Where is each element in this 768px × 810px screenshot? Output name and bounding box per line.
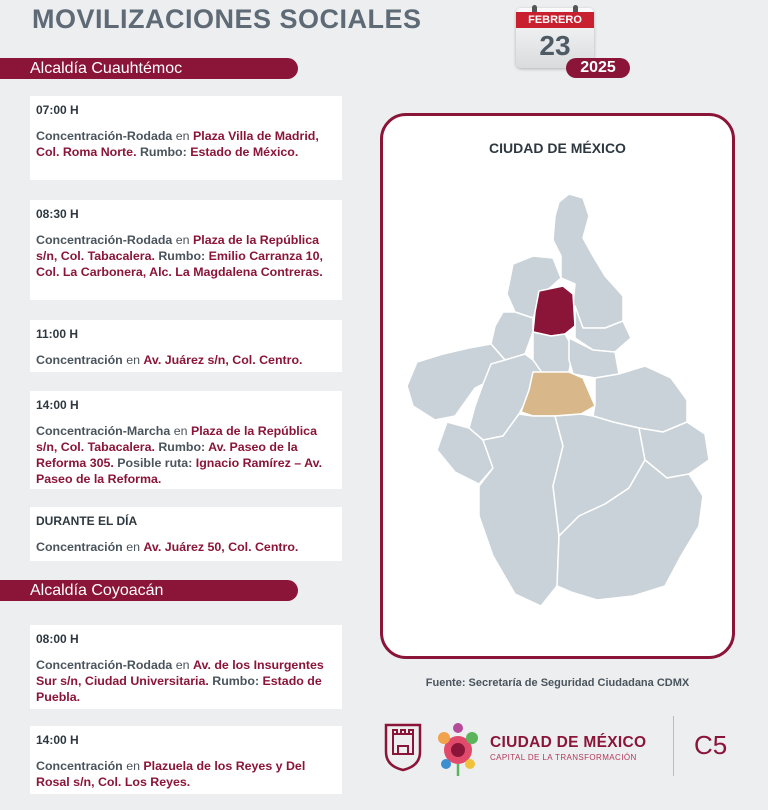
c5-logo: C5 — [694, 730, 728, 760]
event-route-label: Rumbo: — [154, 440, 209, 454]
event-location: Plazuela de los Reyes y Del Rosal s/n, Col. Los Reyes. — [36, 759, 306, 789]
event-location: Av. Juárez 50, Col. Centro. — [143, 540, 299, 554]
event-connector: en — [172, 658, 193, 672]
event-connector: en — [122, 540, 144, 554]
event-time: 08:30 H — [36, 207, 79, 221]
section-header-coyoacan: Alcaldía Coyoacán — [0, 580, 298, 601]
event-time: 11:00 H — [36, 327, 79, 341]
event-card — [30, 625, 342, 709]
event-time: 14:00 H — [36, 733, 79, 747]
cdmx-shield-icon — [383, 722, 423, 772]
event-connector: en — [170, 424, 191, 438]
event-connector: en — [122, 759, 144, 773]
event-location: Av. de los Insurgentes Sur s/n, Ciudad Universitaria. — [36, 658, 324, 688]
event-time: 07:00 H — [36, 103, 79, 117]
event-description — [36, 758, 336, 790]
event-location: Plaza de la República s/n, Col. Tabacalera. — [36, 424, 317, 454]
event-route-label: Rumbo: — [136, 145, 191, 159]
event-card — [30, 96, 342, 180]
event-connector: en — [172, 129, 193, 143]
event-description — [36, 539, 336, 555]
event-type: Concentración-Rodada — [36, 129, 173, 143]
event-route: Av. Paseo de la Reforma 305. — [36, 440, 298, 470]
event-description — [36, 232, 336, 280]
brand-tagline: CAPITAL DE LA TRANSFORMACIÓN — [490, 753, 637, 762]
event-description — [36, 657, 336, 705]
map-title: CIUDAD DE MÉXICO — [489, 140, 626, 156]
calendar-year: 2025 — [566, 58, 630, 78]
event-type: Concentración-Rodada — [36, 658, 173, 672]
calendar-month: FEBRERO — [516, 12, 594, 28]
map-region-coyoacan — [521, 372, 595, 416]
map-panel — [380, 113, 735, 659]
event-time: DURANTE EL DÍA — [36, 514, 138, 528]
event-route-label: Rumbo: — [154, 249, 209, 263]
event-route: Emilio Carranza 10, Col. La Carbonera, Alc. La Magdalena Contreras. — [36, 249, 323, 279]
event-location: Plaza Villa de Madrid, Col. Roma Norte. — [36, 129, 319, 159]
event-type: Concentración — [36, 759, 123, 773]
page-title: MOVILIZACIONES SOCIALES — [32, 4, 422, 34]
event-route: Estado de Puebla. — [36, 674, 322, 704]
event-possible-route-label: Posible ruta: — [113, 456, 196, 470]
event-description — [36, 423, 336, 487]
event-card — [30, 320, 342, 372]
source-note: Fuente: Secretaría de Seguridad Ciudadana CDMX — [425, 677, 690, 689]
event-description — [36, 352, 336, 368]
event-card — [30, 507, 342, 561]
map-region-cuauhtemoc — [533, 286, 575, 336]
event-route-label: Rumbo: — [208, 674, 263, 688]
cdmx-map — [383, 116, 732, 656]
event-route: Estado de México. — [190, 145, 299, 159]
event-possible-route: Ignacio Ramírez – Av. Paseo de la Reforma. — [36, 456, 323, 486]
event-time: 14:00 H — [36, 398, 79, 412]
event-card — [30, 391, 342, 489]
event-connector: en — [122, 353, 144, 367]
event-description — [36, 128, 336, 160]
event-card — [30, 726, 342, 794]
event-type: Concentración-Rodada — [36, 233, 173, 247]
event-connector: en — [172, 233, 193, 247]
event-type: Concentración — [36, 540, 123, 554]
brand-name: CIUDAD DE MÉXICO — [490, 734, 647, 751]
event-type: Concentración — [36, 353, 123, 367]
calendar-day: 23 — [539, 30, 571, 61]
event-time: 08:00 H — [36, 632, 79, 646]
map-region-tlalpan — [479, 414, 563, 606]
event-location: Plaza de la República s/n, Col. Tabacalera. — [36, 233, 320, 263]
logo-divider — [673, 716, 674, 776]
event-type: Concentración-Marcha — [36, 424, 171, 438]
section-header-cuauhtemoc: Alcaldía Cuauhtémoc — [0, 58, 298, 79]
event-card — [30, 200, 342, 300]
event-location: Av. Juárez s/n, Col. Centro. — [143, 353, 303, 367]
transformacion-flower-icon — [432, 716, 484, 778]
